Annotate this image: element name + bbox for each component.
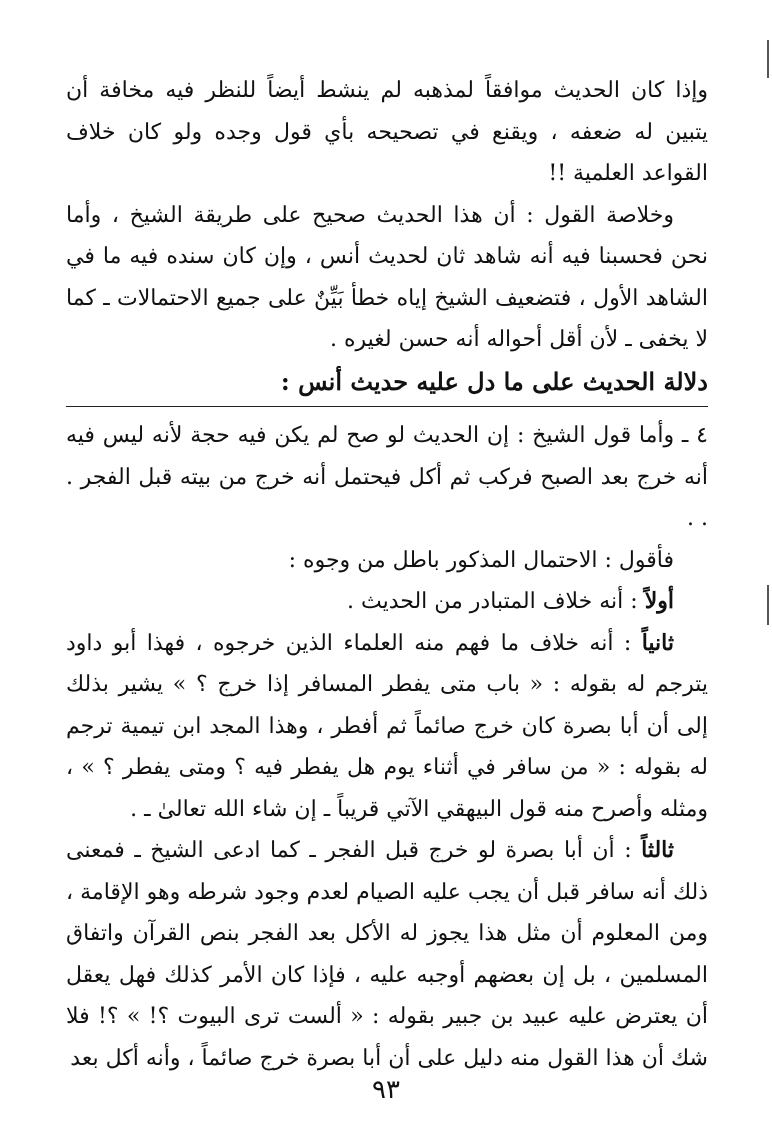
section-heading: دلالة الحديث على ما دل عليه حديث أنس : — [280, 366, 708, 396]
paragraph-2: وخلاصة القول : أن هذا الحديث صحيح على طريقة الشيخ ، وأما نحن فحسبنا فيه أنه شاهد ثان لحديث أنس ، وإن كان سنده فيه ما في الشاهد الأول ، فتضعيف الشيخ إياه خطأ بَيِّنٌ على جميع الاحتمالات ـ كما لا يخفى ـ لأن أقل أحواله أنه حسن لغيره . — [66, 202, 708, 352]
point-label-third: ثالثاً — [641, 837, 674, 863]
paragraph-1: وإذا كان الحديث موافقاً لمذهبه لم ينشط أيضاً للنظر فيه مخافة أن يتبين له ضعفه ، ويقنع في تصحيحه بأي قول وجده ولو كان خلاف القواعد العلمية !! — [66, 78, 708, 186]
point-text-first: : أنه خلاف المتبادر من الحديث . — [347, 589, 645, 614]
paragraph-3: ٤ ـ وأما قول الشيخ : إن الحديث لو صح لم يكن فيه حجة لأنه ليس فيه أنه خرج بعد الصبح فركب ثم أكل فيحتمل أنه خرج من بيته قبل الفجر . . . — [66, 423, 708, 531]
point-label-first: أولاً — [644, 588, 674, 614]
paragraph-6 — [66, 623, 708, 831]
scan-edge-mark — [767, 40, 769, 78]
paragraph-5 — [66, 581, 708, 623]
scan-edge-mark — [767, 585, 769, 625]
paragraph-4: فأقول : الاحتمال المذكور باطل من وجوه : — [288, 547, 674, 573]
point-text-second: : أنه خلاف ما فهم منه العلماء الذين خرجوه ، فهذا أبو داود يترجم له بقوله : « باب متى يفطر المسافر إذا خرج ؟ » يشير بذلك إلى أن أبا بصرة كان خرج صائماً ثم أفطر ، وهذا المجد ابن تيمية ترجم له بقوله : « من سافر في أثناء يوم هل يفطر فيه ؟ ومتى يفطر ؟ » ، ومثله وأصرح منه قول البيهقي الآتي قريباً ـ إن شاء الله تعالىٰ ـ . — [66, 630, 708, 822]
page-body — [66, 70, 708, 1079]
point-label-second: ثانياً — [641, 629, 674, 656]
paragraph-7 — [66, 830, 708, 1079]
heading-rule — [66, 406, 708, 407]
point-text-third: : أن أبا بصرة لو خرج قبل الفجر ـ كما ادعى الشيخ ـ فمعنى ذلك أنه سافر قبل أن يجب عليه الصيام لعدم وجود شرطه وهو الإقامة ، ومن المعلوم أن مثل هذا يجوز له الأكل بعد الفجر بنص القرآن واتفاق المسلمين ، بل إن بعضهم أوجبه عليه ، فإذا كان الأمر كذلك فهل يعقل أن يعترض عليه عبيد بن جبير بقوله : « ألست ترى البيوت ؟! » ؟! فلا شك أن هذا القول منه دليل على أن أبا بصرة خرج صائماً ، وأنه أكل بعد — [66, 838, 708, 1071]
page-number: ٩٣ — [372, 1075, 400, 1105]
